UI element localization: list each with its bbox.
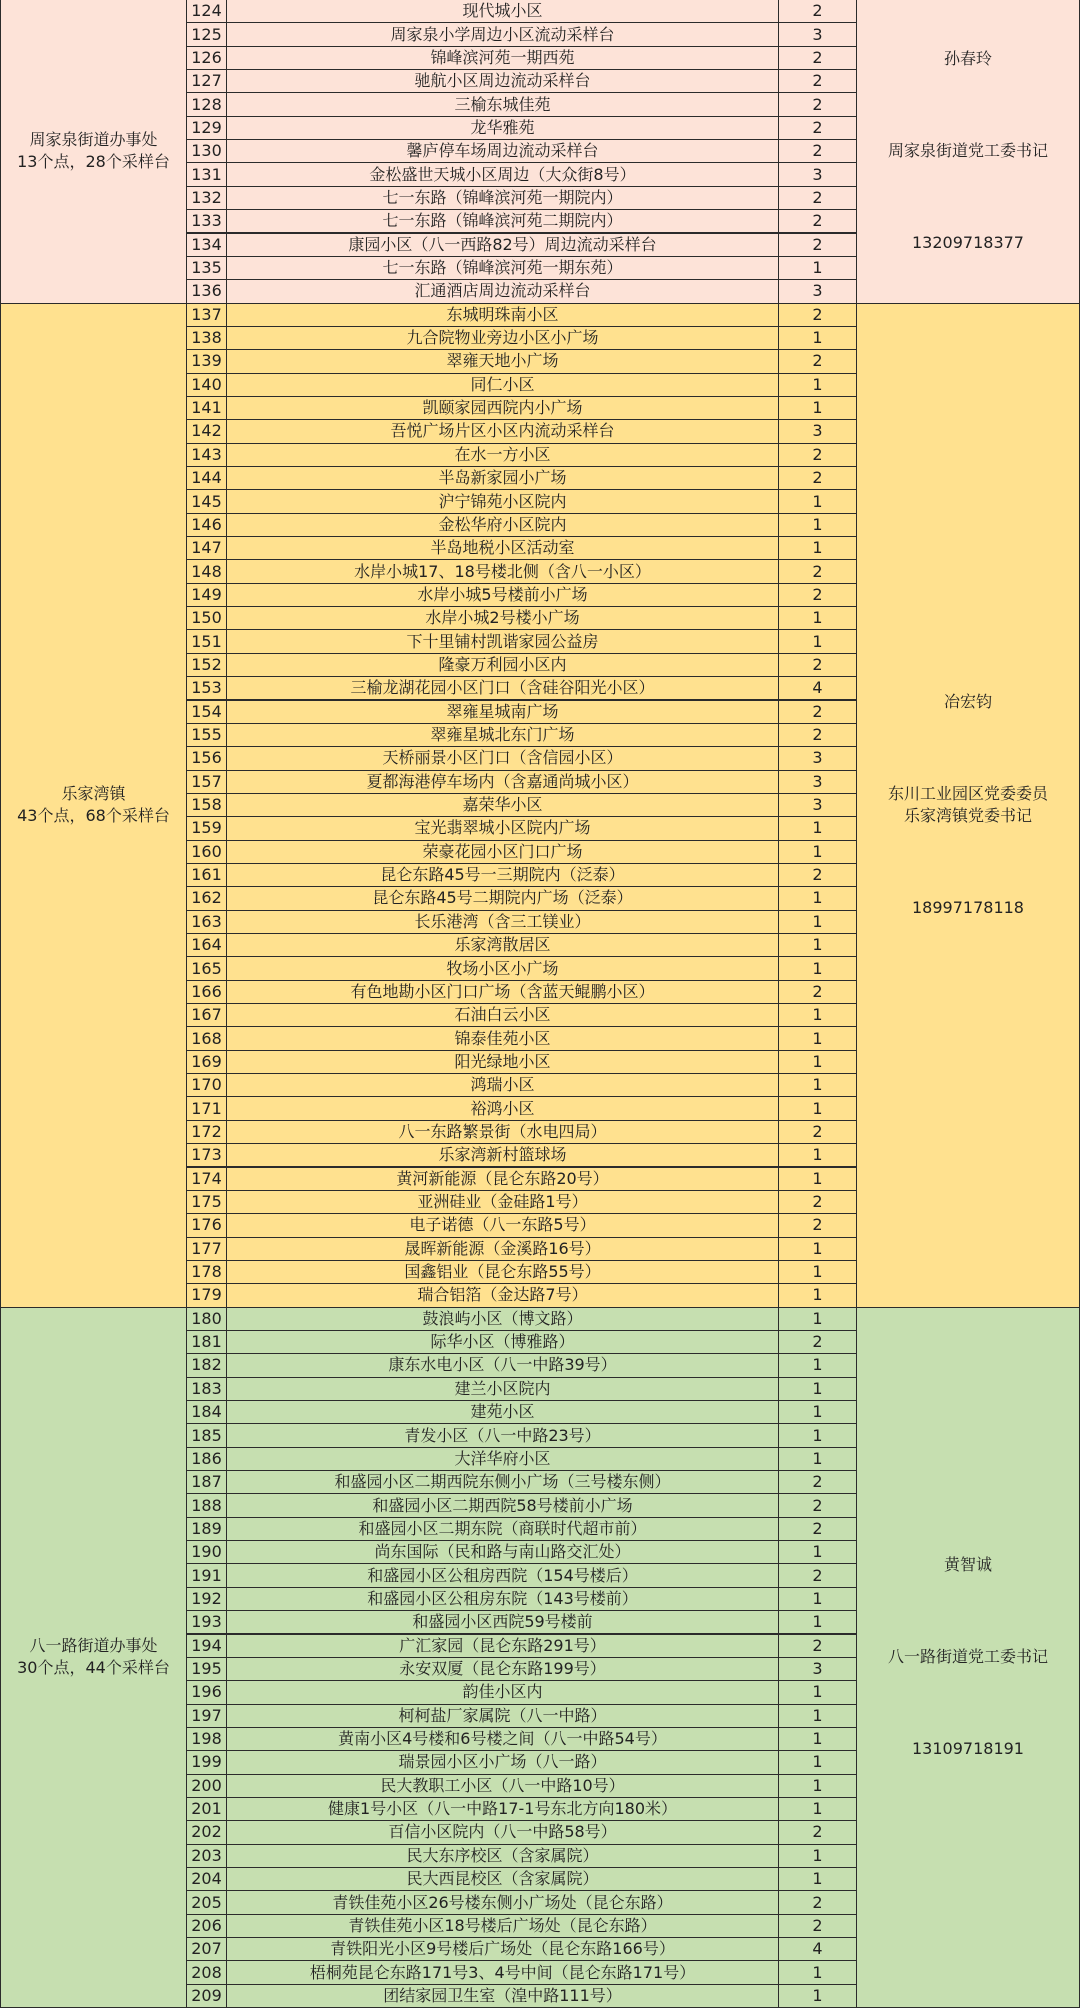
station-count: 2 <box>778 700 857 724</box>
station-count: 1 <box>778 1750 857 1774</box>
site-name: 牧场小区小广场 <box>226 956 779 980</box>
contact-title: 东川工业园区党委委员 <box>887 784 1048 804</box>
station-count: 1 <box>778 1680 857 1704</box>
station-count: 1 <box>778 1704 857 1728</box>
unit-cell <box>0 0 187 304</box>
station-count: 1 <box>778 816 857 840</box>
row-number: 183 <box>186 1377 227 1401</box>
station-count: 1 <box>778 1447 857 1471</box>
station-count: 2 <box>778 139 857 163</box>
site-name: 乐家湾散居区 <box>226 933 779 957</box>
site-name: 和盛园小区公租房东院（143号楼前） <box>226 1587 779 1611</box>
station-count: 1 <box>778 373 857 397</box>
row-number: 177 <box>186 1237 227 1261</box>
site-name: 民大教职工小区（八一中路10号） <box>226 1774 779 1798</box>
row-number: 126 <box>186 46 227 70</box>
station-count: 2 <box>778 1120 857 1144</box>
site-name: 青铁佳苑小区18号楼后广场处（昆仑东路） <box>226 1914 779 1938</box>
site-name: 九合院物业旁边小区小广场 <box>226 326 779 350</box>
site-name: 天桥丽景小区门口（含信园小区） <box>226 746 779 770</box>
site-name: 康园小区（八一西路82号）周边流动采样台 <box>226 233 779 257</box>
row-number: 142 <box>186 419 227 443</box>
unit-stats: 43个点，68个采样台 <box>17 806 170 826</box>
site-name: 韵佳小区内 <box>226 1680 779 1704</box>
row-number: 178 <box>186 1260 227 1284</box>
site-name: 国鑫铝业（昆仑东路55号） <box>226 1260 779 1284</box>
station-count: 1 <box>778 886 857 910</box>
station-count: 4 <box>778 676 857 700</box>
site-name: 同仁小区 <box>226 373 779 397</box>
unit-name: 八一路街道办事处 <box>29 1636 158 1656</box>
site-name: 凯颐家园西院内小广场 <box>226 396 779 420</box>
site-name: 在水一方小区 <box>226 443 779 467</box>
site-name: 水岸小城2号楼小广场 <box>226 606 779 630</box>
row-number: 139 <box>186 349 227 373</box>
site-name: 瑞合铝箔（金达路7号） <box>226 1283 779 1307</box>
row-number: 145 <box>186 489 227 513</box>
station-count: 2 <box>778 1634 857 1658</box>
site-name: 宝光翡翠城小区院内广场 <box>226 816 779 840</box>
site-name: 和盛园小区公租房西院（154号楼后） <box>226 1563 779 1587</box>
site-name: 三榆东城佳苑 <box>226 92 779 116</box>
site-name: 团结家园卫生室（湟中路111号） <box>226 1984 779 2008</box>
contact-phone: 18997178118 <box>912 898 1024 918</box>
row-number: 137 <box>186 303 227 327</box>
row-number: 140 <box>186 373 227 397</box>
site-name: 建兰小区院内 <box>226 1377 779 1401</box>
station-count: 1 <box>778 1867 857 1891</box>
site-name: 永安双厦（昆仑东路199号） <box>226 1657 779 1681</box>
station-count: 3 <box>778 279 857 303</box>
row-number: 144 <box>186 466 227 490</box>
row-number: 150 <box>186 606 227 630</box>
station-count: 3 <box>778 793 857 817</box>
row-number: 182 <box>186 1353 227 1377</box>
row-number: 198 <box>186 1727 227 1751</box>
row-number: 171 <box>186 1096 227 1120</box>
site-name: 龙华雅苑 <box>226 116 779 140</box>
station-count: 1 <box>778 1283 857 1307</box>
site-name: 七一东路（锦峰滨河苑二期院内） <box>226 209 779 233</box>
row-number: 208 <box>186 1960 227 1984</box>
station-count: 1 <box>778 956 857 980</box>
site-name: 青发小区（八一中路23号） <box>226 1423 779 1447</box>
station-count: 4 <box>778 1937 857 1961</box>
station-count: 1 <box>778 1774 857 1798</box>
site-name: 锦泰佳苑小区 <box>226 1026 779 1050</box>
station-count: 1 <box>778 489 857 513</box>
site-name: 现代城小区 <box>226 0 779 23</box>
station-count: 1 <box>778 1167 857 1191</box>
row-number: 192 <box>186 1587 227 1611</box>
row-number: 156 <box>186 746 227 770</box>
site-name: 广汇家园（昆仑东路291号） <box>226 1634 779 1658</box>
row-number: 181 <box>186 1330 227 1354</box>
station-count: 1 <box>778 1844 857 1868</box>
station-count: 3 <box>778 746 857 770</box>
station-count: 1 <box>778 933 857 957</box>
station-count: 2 <box>778 723 857 747</box>
row-number: 124 <box>186 0 227 23</box>
site-name: 裕鸿小区 <box>226 1096 779 1120</box>
site-name: 民大西昆校区（含家属院） <box>226 1867 779 1891</box>
site-name: 青铁佳苑小区26号楼东侧小广场处（昆仑东路） <box>226 1890 779 1914</box>
row-number: 209 <box>186 1984 227 2008</box>
site-name: 鼓浪屿小区（博文路） <box>226 1307 779 1331</box>
site-name: 三榆龙湖花园小区门口（含硅谷阳光小区） <box>226 676 779 700</box>
site-name: 青铁阳光小区9号楼后广场处（昆仑东路166号） <box>226 1937 779 1961</box>
row-number: 134 <box>186 233 227 257</box>
station-count: 3 <box>778 1657 857 1681</box>
station-count: 2 <box>778 1213 857 1237</box>
station-count: 1 <box>778 1003 857 1027</box>
contact-phone: 13209718377 <box>912 233 1024 253</box>
station-count: 2 <box>778 980 857 1004</box>
site-name: 八一东路繁景街（水电四局） <box>226 1120 779 1144</box>
site-name: 际华小区（博雅路） <box>226 1330 779 1354</box>
station-count: 2 <box>778 1820 857 1844</box>
site-name: 荣豪花园小区门口广场 <box>226 840 779 864</box>
station-count: 1 <box>778 1377 857 1401</box>
station-count: 2 <box>778 186 857 210</box>
unit-cell <box>0 303 187 1308</box>
station-count: 3 <box>778 770 857 794</box>
station-count: 1 <box>778 1237 857 1261</box>
station-count: 2 <box>778 1470 857 1494</box>
station-count: 1 <box>778 1587 857 1611</box>
row-number: 175 <box>186 1190 227 1214</box>
row-number: 162 <box>186 886 227 910</box>
row-number: 148 <box>186 559 227 583</box>
station-count: 2 <box>778 466 857 490</box>
row-number: 170 <box>186 1073 227 1097</box>
site-name: 乐家湾新村篮球场 <box>226 1143 779 1167</box>
row-number: 127 <box>186 69 227 93</box>
station-count: 2 <box>778 583 857 607</box>
row-number: 154 <box>186 700 227 724</box>
site-name: 夏都海港停车场内（含嘉通尚城小区） <box>226 770 779 794</box>
station-count: 1 <box>778 1960 857 1984</box>
row-number: 163 <box>186 910 227 934</box>
row-number: 131 <box>186 162 227 186</box>
station-count: 2 <box>778 349 857 373</box>
station-count: 1 <box>778 629 857 653</box>
site-name: 大洋华府小区 <box>226 1447 779 1471</box>
station-count: 1 <box>778 1096 857 1120</box>
station-count: 2 <box>778 443 857 467</box>
row-number: 206 <box>186 1914 227 1938</box>
station-count: 1 <box>778 1727 857 1751</box>
row-number: 164 <box>186 933 227 957</box>
site-name: 亚洲硅业（金硅路1号） <box>226 1190 779 1214</box>
site-name: 七一东路（锦峰滨河苑一期东苑） <box>226 256 779 280</box>
row-number: 161 <box>186 863 227 887</box>
row-number: 199 <box>186 1750 227 1774</box>
site-name: 翠雍星城北东门广场 <box>226 723 779 747</box>
row-number: 169 <box>186 1050 227 1074</box>
station-count: 2 <box>778 1890 857 1914</box>
row-number: 138 <box>186 326 227 350</box>
site-name: 东城明珠南小区 <box>226 303 779 327</box>
contact-title: 周家泉街道党工委书记 <box>887 141 1048 161</box>
row-number: 200 <box>186 1774 227 1798</box>
row-number: 184 <box>186 1400 227 1424</box>
site-name: 梧桐苑昆仑东路171号3、4号中间（昆仑东路171号） <box>226 1960 779 1984</box>
row-number: 190 <box>186 1540 227 1564</box>
site-name: 周家泉小学周边小区流动采样台 <box>226 22 779 46</box>
site-name: 和盛园小区二期东院（商联时代超市前） <box>226 1517 779 1541</box>
station-count: 1 <box>778 840 857 864</box>
row-number: 191 <box>186 1563 227 1587</box>
row-number: 186 <box>186 1447 227 1471</box>
row-number: 167 <box>186 1003 227 1027</box>
station-count: 3 <box>778 419 857 443</box>
site-name: 金松盛世天城小区周边（大众街8号） <box>226 162 779 186</box>
station-count: 2 <box>778 1517 857 1541</box>
station-count: 1 <box>778 536 857 560</box>
site-name: 晟晖新能源（金溪路16号） <box>226 1237 779 1261</box>
row-number: 196 <box>186 1680 227 1704</box>
station-count: 1 <box>778 910 857 934</box>
site-name: 长乐港湾（含三工镁业） <box>226 910 779 934</box>
station-count: 2 <box>778 0 857 23</box>
row-number: 172 <box>186 1120 227 1144</box>
site-name: 嘉荣华小区 <box>226 793 779 817</box>
station-count: 1 <box>778 1143 857 1167</box>
site-name: 翠雍天地小广场 <box>226 349 779 373</box>
station-count: 2 <box>778 46 857 70</box>
station-count: 1 <box>778 1797 857 1821</box>
unit-stats: 30个点，44个采样台 <box>17 1658 170 1678</box>
station-count: 2 <box>778 559 857 583</box>
site-name: 民大东序校区（含家属院） <box>226 1844 779 1868</box>
row-number: 202 <box>186 1820 227 1844</box>
station-count: 2 <box>778 233 857 257</box>
station-count: 2 <box>778 209 857 233</box>
site-name: 昆仑东路45号二期院内广场（泛泰） <box>226 886 779 910</box>
contact-cell <box>856 1307 1080 2009</box>
row-number: 147 <box>186 536 227 560</box>
contact-phone: 13109718191 <box>912 1739 1024 1759</box>
contact-title: 八一路街道党工委书记 <box>887 1647 1048 1667</box>
site-name: 瑞景园小区小广场（八一路） <box>226 1750 779 1774</box>
row-number: 151 <box>186 629 227 653</box>
row-number: 168 <box>186 1026 227 1050</box>
site-name: 锦峰滨河苑一期西苑 <box>226 46 779 70</box>
row-number: 149 <box>186 583 227 607</box>
site-name: 建苑小区 <box>226 1400 779 1424</box>
row-number: 159 <box>186 816 227 840</box>
row-number: 197 <box>186 1704 227 1728</box>
station-count: 2 <box>778 116 857 140</box>
station-count: 1 <box>778 1026 857 1050</box>
row-number: 179 <box>186 1283 227 1307</box>
row-number: 141 <box>186 396 227 420</box>
site-name: 沪宁锦苑小区院内 <box>226 489 779 513</box>
row-number: 204 <box>186 1867 227 1891</box>
site-name: 下十里铺村凯谐家园公益房 <box>226 629 779 653</box>
site-name: 阳光绿地小区 <box>226 1050 779 1074</box>
station-count: 2 <box>778 69 857 93</box>
site-name: 驰航小区周边流动采样台 <box>226 69 779 93</box>
site-name: 汇通酒店周边流动采样台 <box>226 279 779 303</box>
row-number: 135 <box>186 256 227 280</box>
row-number: 128 <box>186 92 227 116</box>
row-number: 129 <box>186 116 227 140</box>
station-count: 1 <box>778 256 857 280</box>
row-number: 185 <box>186 1423 227 1447</box>
station-count: 2 <box>778 653 857 677</box>
row-number: 166 <box>186 980 227 1004</box>
row-number: 174 <box>186 1167 227 1191</box>
unit-name: 周家泉街道办事处 <box>29 130 158 150</box>
contact-name: 孙春玲 <box>943 49 992 69</box>
station-count: 2 <box>778 863 857 887</box>
site-name: 鸿瑞小区 <box>226 1073 779 1097</box>
row-number: 189 <box>186 1517 227 1541</box>
site-name: 电子诺德（八一东路5号） <box>226 1213 779 1237</box>
station-count: 1 <box>778 1984 857 2008</box>
station-count: 3 <box>778 22 857 46</box>
row-number: 136 <box>186 279 227 303</box>
row-number: 203 <box>186 1844 227 1868</box>
row-number: 205 <box>186 1890 227 1914</box>
station-count: 1 <box>778 606 857 630</box>
contact-title-2: 乐家湾镇党委书记 <box>903 806 1032 826</box>
row-number: 143 <box>186 443 227 467</box>
station-count: 1 <box>778 1540 857 1564</box>
site-name: 康东水电小区（八一中路39号） <box>226 1353 779 1377</box>
row-number: 194 <box>186 1634 227 1658</box>
station-count: 2 <box>778 1914 857 1938</box>
site-name: 半岛新家园小广场 <box>226 466 779 490</box>
row-number: 180 <box>186 1307 227 1331</box>
contact-name: 黄智诚 <box>943 1555 992 1575</box>
site-name: 金松华府小区院内 <box>226 513 779 537</box>
row-number: 193 <box>186 1610 227 1634</box>
row-number: 130 <box>186 139 227 163</box>
site-name: 黄河新能源（昆仑东路20号） <box>226 1167 779 1191</box>
row-number: 160 <box>186 840 227 864</box>
station-count: 2 <box>778 1190 857 1214</box>
row-number: 188 <box>186 1493 227 1517</box>
site-name: 柯柯盐厂家属院（八一中路） <box>226 1704 779 1728</box>
row-number: 133 <box>186 209 227 233</box>
station-count: 1 <box>778 1610 857 1634</box>
row-number: 146 <box>186 513 227 537</box>
row-number: 132 <box>186 186 227 210</box>
site-name: 昆仑东路45号一三期院内（泛泰） <box>226 863 779 887</box>
row-number: 155 <box>186 723 227 747</box>
site-name: 石油白云小区 <box>226 1003 779 1027</box>
site-name: 七一东路（锦峰滨河苑一期院内） <box>226 186 779 210</box>
site-name: 有色地勘小区门口广场（含蓝天鲲鹏小区） <box>226 980 779 1004</box>
station-count: 2 <box>778 1493 857 1517</box>
unit-cell <box>0 1307 187 2009</box>
row-number: 152 <box>186 653 227 677</box>
station-count: 2 <box>778 92 857 116</box>
row-number: 176 <box>186 1213 227 1237</box>
site-name: 吾悦广场片区小区内流动采样台 <box>226 419 779 443</box>
station-count: 1 <box>778 1073 857 1097</box>
row-number: 157 <box>186 770 227 794</box>
site-name: 翠雍星城南广场 <box>226 700 779 724</box>
station-count: 2 <box>778 1563 857 1587</box>
station-count: 1 <box>778 396 857 420</box>
row-number: 158 <box>186 793 227 817</box>
site-name: 和盛园小区二期西院东侧小广场（三号楼东侧） <box>226 1470 779 1494</box>
site-name: 和盛园小区二期西院58号楼前小广场 <box>226 1493 779 1517</box>
unit-stats: 13个点，28个采样台 <box>17 152 170 172</box>
contact-name: 冶宏钧 <box>943 692 992 712</box>
station-count: 1 <box>778 1260 857 1284</box>
site-name: 健康1号小区（八一中路17-1号东北方向180米） <box>226 1797 779 1821</box>
station-count: 1 <box>778 1050 857 1074</box>
row-number: 153 <box>186 676 227 700</box>
site-name: 尚东国际（民和路与南山路交汇处） <box>226 1540 779 1564</box>
unit-name: 乐家湾镇 <box>61 784 126 804</box>
station-count: 1 <box>778 1423 857 1447</box>
station-count: 1 <box>778 1400 857 1424</box>
row-number: 195 <box>186 1657 227 1681</box>
row-number: 125 <box>186 22 227 46</box>
row-number: 173 <box>186 1143 227 1167</box>
site-name: 水岸小城5号楼前小广场 <box>226 583 779 607</box>
contact-cell <box>856 0 1080 304</box>
station-count: 1 <box>778 1353 857 1377</box>
site-name: 隆豪万利园小区内 <box>226 653 779 677</box>
station-count: 2 <box>778 303 857 327</box>
station-count: 3 <box>778 162 857 186</box>
station-count: 1 <box>778 326 857 350</box>
contact-cell <box>856 303 1080 1308</box>
row-number: 165 <box>186 956 227 980</box>
row-number: 207 <box>186 1937 227 1961</box>
station-count: 1 <box>778 513 857 537</box>
site-name: 百信小区院内（八一中路58号） <box>226 1820 779 1844</box>
station-count: 2 <box>778 1330 857 1354</box>
site-name: 水岸小城17、18号楼北侧（含八一小区） <box>226 559 779 583</box>
site-name: 半岛地税小区活动室 <box>226 536 779 560</box>
site-name: 馨庐停车场周边流动采样台 <box>226 139 779 163</box>
row-number: 201 <box>186 1797 227 1821</box>
row-number: 187 <box>186 1470 227 1494</box>
site-name: 和盛园小区西院59号楼前 <box>226 1610 779 1634</box>
station-count: 1 <box>778 1307 857 1331</box>
site-name: 黄南小区4号楼和6号楼之间（八一中路54号） <box>226 1727 779 1751</box>
